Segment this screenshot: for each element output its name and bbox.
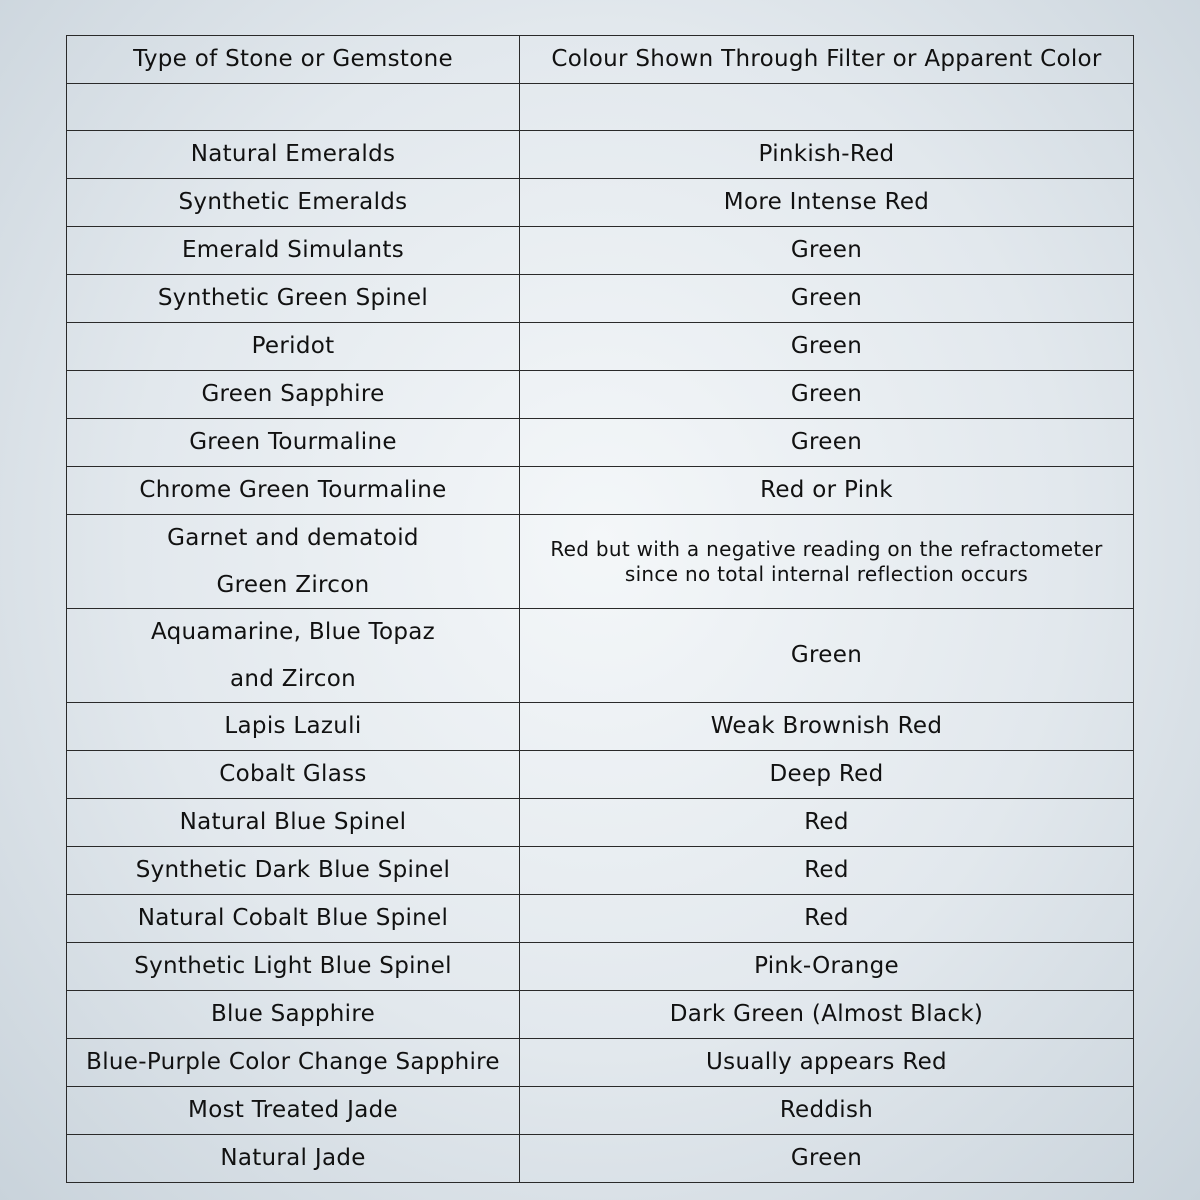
color-cell: Green [520, 371, 1134, 419]
stone-line: Aquamarine, Blue Topaz [150, 619, 436, 645]
color-cell: Dark Green (Almost Black) [520, 991, 1134, 1039]
table-row [67, 609, 1134, 703]
stone-cell: Natural Cobalt Blue Spinel [67, 895, 520, 943]
stone-cell: Synthetic Emeralds [67, 179, 520, 227]
table-row [67, 991, 1134, 1039]
color-cell: Red [520, 847, 1134, 895]
color-cell: Green [520, 419, 1134, 467]
color-cell [520, 84, 1134, 131]
table-row [67, 943, 1134, 991]
table-row [67, 323, 1134, 371]
stone-cell: Blue-Purple Color Change Sapphire [67, 1039, 520, 1087]
table-row [67, 895, 1134, 943]
stone-cell: Green Sapphire [67, 371, 520, 419]
color-cell: Weak Brownish Red [520, 703, 1134, 751]
color-cell: More Intense Red [520, 179, 1134, 227]
stone-line: Green Zircon [216, 571, 370, 598]
color-cell: Green [520, 1135, 1134, 1183]
stone-cell: Lapis Lazuli [67, 703, 520, 751]
stone-cell [67, 84, 520, 131]
header-stone-type: Type of Stone or Gemstone [67, 36, 520, 84]
header-filter-color: Colour Shown Through Filter or Apparent Color [520, 36, 1134, 84]
table-row [67, 84, 1134, 131]
table-row [67, 751, 1134, 799]
color-cell: Red [520, 895, 1134, 943]
stone-cell: Green Tourmaline [67, 419, 520, 467]
stone-cell: Natural Jade [67, 1135, 520, 1183]
table-row [67, 1135, 1134, 1183]
stone-cell [67, 515, 520, 609]
table-row [67, 1039, 1134, 1087]
color-line: since no total internal reflection occurs [624, 561, 1029, 586]
color-cell: Green [520, 609, 1134, 703]
color-cell: Usually appears Red [520, 1039, 1134, 1087]
stone-cell: Synthetic Green Spinel [67, 275, 520, 323]
stone-cell: Peridot [67, 323, 520, 371]
table-row [67, 371, 1134, 419]
stone-cell: Chrome Green Tourmaline [67, 467, 520, 515]
stone-cell: Emerald Simulants [67, 227, 520, 275]
stone-cell: Cobalt Glass [67, 751, 520, 799]
stone-line: Garnet and dematoid [167, 525, 419, 551]
stone-cell: Natural Emeralds [67, 131, 520, 179]
table-row [67, 799, 1134, 847]
stone-cell: Natural Blue Spinel [67, 799, 520, 847]
stone-cell: Blue Sapphire [67, 991, 520, 1039]
color-cell [520, 515, 1134, 609]
table-row [67, 1087, 1134, 1135]
stone-cell: Most Treated Jade [67, 1087, 520, 1135]
table-row [67, 275, 1134, 323]
header-row [67, 36, 1134, 84]
color-cell: Red [520, 799, 1134, 847]
table-row [67, 467, 1134, 515]
table-row [67, 131, 1134, 179]
color-cell: Reddish [520, 1087, 1134, 1135]
table-row [67, 179, 1134, 227]
color-cell: Green [520, 275, 1134, 323]
color-cell: Pink-Orange [520, 943, 1134, 991]
table-row [67, 703, 1134, 751]
stone-cell [67, 609, 520, 703]
table-row [67, 419, 1134, 467]
color-cell: Green [520, 227, 1134, 275]
color-cell: Pinkish-Red [520, 131, 1134, 179]
stone-line: and Zircon [230, 665, 356, 692]
table-row [67, 847, 1134, 895]
color-line: Red but with a negative reading on the refractometer [550, 536, 1103, 561]
stone-cell: Synthetic Dark Blue Spinel [67, 847, 520, 895]
table-row [67, 227, 1134, 275]
gemstone-filter-table [66, 35, 1134, 1183]
color-cell: Red or Pink [520, 467, 1134, 515]
color-cell: Green [520, 323, 1134, 371]
color-cell: Deep Red [520, 751, 1134, 799]
table-row [67, 515, 1134, 609]
stone-cell: Synthetic Light Blue Spinel [67, 943, 520, 991]
